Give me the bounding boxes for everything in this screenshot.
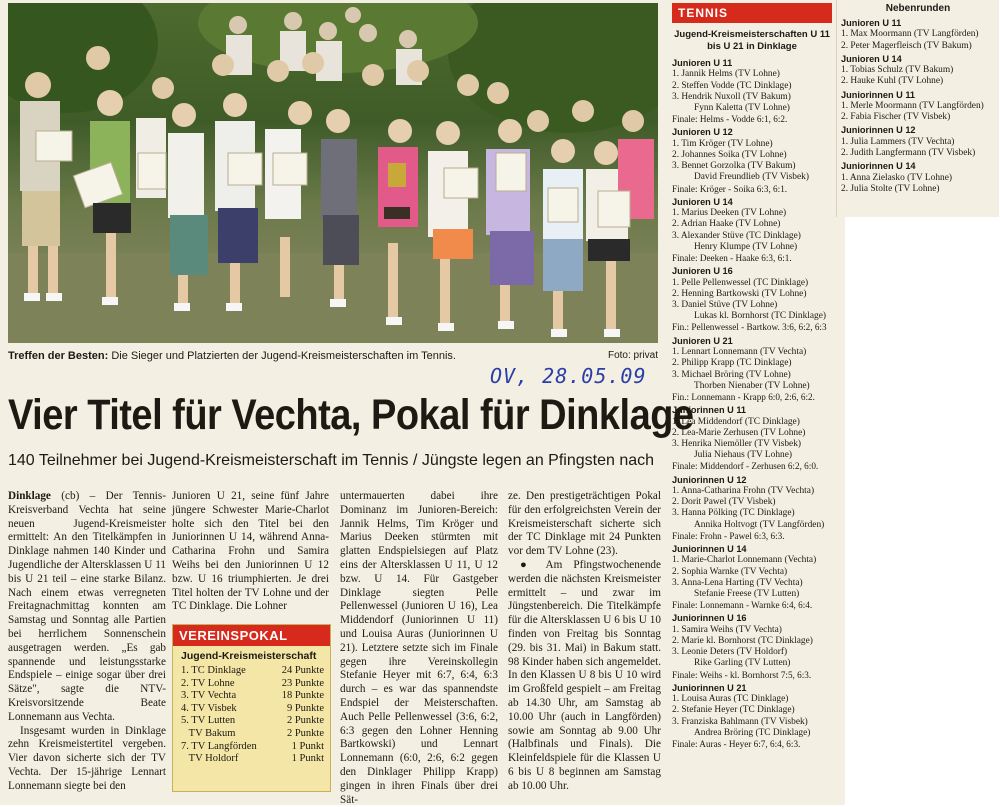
result-entry: 1. Tim Kröger (TV Lohne) (672, 138, 773, 149)
category-heading: Junioren U 14 (672, 196, 733, 207)
nebenrunden-category: Junioren U 14 (841, 53, 902, 64)
result-entry: 3. Michael Bröring (TV Lohne) (672, 369, 791, 380)
vereinspokal-row (173, 728, 330, 741)
result-entry: Stefanie Freese (TV Lutten) (694, 588, 800, 599)
result-entry: Thorben Nienaber (TV Lohne) (694, 380, 810, 391)
result-entry: 1. Jannik Helms (TV Lohne) (672, 69, 780, 80)
vereinspokal-row (173, 715, 330, 728)
vereinspokal-row (173, 665, 330, 678)
dateline: Dinklage (8, 490, 51, 502)
nebenrunden-category: Juniorinnen U 11 (841, 89, 916, 100)
vereinspokal-title: VEREINSPOKAL (173, 625, 330, 646)
final-result: Finale: Kröger - Soika 6:3, 6:1. (672, 183, 788, 194)
vereinspokal-points: 24 Punkte (281, 665, 324, 676)
result-entry: 2. Lea-Marie Zerhusen (TV Lohne) (672, 427, 806, 438)
result-entry: Julia Niehaus (TV Lohne) (694, 450, 792, 461)
column-1-text: (cb) – Der Tennis-Kreisverband Vechta hat seine neuen Jugend-Kreismeister ermittelt: An den Titelkämpfen in Dinklage nahmen 140 Kinder und Jugendliche der Altersklassen U 11 bis U 21 teil – eine starke Bilanz. Nach einem etwas verregneten Freitagnachmittag konnten am Samstag und Sonntag alle Partien bei herrlichem Sonnenschein ausgetragen werden. „Es gab spannende und leistungsstarke Endspiele – einige sogar über drei Sätze", sagte die NTV-Kreisvorsitzende Beate Lonnemann aus Vechta. (8, 490, 166, 723)
final-result: Finale: Lonnemann - Warnke 6:4, 6:4. (672, 600, 813, 611)
result-entry: 3. Henrika Niemöller (TV Visbek) (672, 438, 802, 449)
vereinspokal-points: 18 Punkte (281, 690, 324, 702)
caption-text: Die Sieger und Platzierten der Jugend-Kreismeisterschaften im Tennis. (111, 350, 456, 362)
vereinspokal-club: TV Bakum (181, 727, 236, 739)
results-list (672, 58, 832, 750)
vereinspokal-points: 1 Punkt (291, 753, 324, 765)
nebenrunden-entry: 2. Peter Magerfleisch (TV Bakum) (841, 40, 972, 51)
result-entry: 3. Leonie Deters (TV Holdorf) (672, 647, 788, 658)
result-entry: 1. Marius Deeken (TV Lohne) (672, 208, 787, 219)
article-column-1 (8, 490, 166, 794)
caption-bold: Treffen der Besten: (8, 350, 109, 362)
result-entry: Rike Garling (TV Lutten) (694, 658, 791, 669)
article-column-4 (508, 490, 661, 794)
tennis-header: TENNIS (672, 3, 832, 23)
final-result: Finale: Frohn - Pawel 6:3, 6:3. (672, 530, 785, 541)
result-entry: 1. Marie-Charlot Lonnemann (Vechta) (672, 555, 817, 566)
column-4-text: ze. Den prestigeträchtigen Pokal für den erfolgreichsten Verein der Kreismeisterschaft sicherte sich der TC Dinklage mit 24 Punkten vor dem TV Lohne (23). (508, 490, 661, 558)
article-column-2 (172, 490, 329, 614)
nebenrunden-entry: 2. Julia Stolte (TV Lohne) (841, 183, 940, 194)
result-entry: 1. Lea Middendorf (TC Dinklage) (672, 416, 800, 427)
vereinspokal-points: 9 Punkte (286, 702, 324, 714)
column-1-paragraph-2: Insgesamt wurden in Dinklage zehn Kreismeistertitel vergeben. Vier davon sicherte sich der TV Vechta. Der 15-jährige Lennart Lonnemann siegte bei den (8, 724, 166, 792)
result-entry: Henry Klumpe (TV Lohne) (694, 241, 798, 252)
nebenrunden-list (837, 18, 999, 195)
headline: Vier Titel für Vechta, Pokal für Dinklage (8, 392, 694, 440)
category-heading: Juniorinnen U 16 (672, 613, 747, 624)
vereinspokal-table (173, 665, 330, 766)
vereinspokal-subtitle: Jugend-Kreismeisterschaft (181, 650, 317, 662)
vereinspokal-points: 2 Punkte (286, 727, 324, 739)
article-column-3 (340, 490, 498, 807)
result-entry: 1. Lennart Lonnemann (TV Vechta) (672, 347, 807, 358)
final-result: Finale: Deeken - Haake 6:3, 6:1. (672, 253, 792, 264)
result-entry: 2. Dorit Pawel (TV Visbek) (672, 497, 776, 508)
group-photo-illustration (8, 3, 658, 343)
vereinspokal-row (173, 690, 330, 703)
result-entry: Lukas kl. Bornhorst (TC Dinklage) (694, 311, 827, 322)
vereinspokal-club: 3. TV Vechta (181, 690, 237, 702)
result-entry: 3. Hanna Pölking (TC Dinklage) (672, 508, 795, 519)
category-heading: Junioren U 11 (672, 58, 733, 68)
vereinspokal-points: 2 Punkte (286, 715, 324, 727)
vereinspokal-points: 23 Punkte (281, 677, 324, 689)
final-result: Finale: Helms - Vodde 6:1, 6:2. (672, 114, 788, 125)
nebenrunden-entry: 1. Julia Lammers (TV Vechta) (841, 136, 955, 147)
result-entry: 2. Marie kl. Bornhorst (TC Dinklage) (672, 635, 813, 646)
nebenrunden-entry: 1. Anna Zielasko (TV Lohne) (841, 172, 952, 183)
vereinspokal-row (173, 753, 330, 766)
result-entry: 1. Samira Weihs (TV Vechta) (672, 624, 782, 635)
result-entry: 1. Anna-Catharina Frohn (TV Vechta) (672, 485, 815, 496)
photo-credit: Foto: privat (607, 350, 658, 361)
column-3-text: untermauerten dabei ihre Dominanz im Junioren-Bereich: Jannik Helms, Tim Kröger und Marius Deeken stürmten mit glatten Endspielsiegen auf Platz eins der Altersklassen U 11, U 12 bzw. U 14. Für Gastgeber Dinklage siegten Pelle Pellenwessel (Junioren U 16), Lea Middendorf (Juniorinnen U 11) und Louisa Auras (Juniorinnen U 21). Letztere setzte sich im Finale gegen ihre Vereinskollegin Stefanie Heyer mit 6:7, 6:4, 6:3 durch – es war das spannendste Endspiel der Meisterschaften. Auch Pelle Pellenwessel (3:6, 6:2, 6:3 gegen den Lohner Henning Bartkowski) und Lennart Lonnemann (6:0, 2:6, 6:2 gegen den Dinklager Philipp Krapp) gingen in ihren Finals über drei Sät- (340, 490, 498, 806)
result-entry: 1. Pelle Pellenwessel (TC Dinklage) (672, 277, 809, 288)
vereinspokal-club: 2. TV Lohne (181, 677, 235, 689)
result-entry: 2. Henning Bartkowski (TV Lohne) (672, 288, 807, 299)
result-entry: 3. Daniel Stüve (TV Lohne) (672, 300, 778, 311)
result-entry: 1. Louisa Auras (TC Dinklage) (672, 694, 789, 705)
group-photo (8, 3, 658, 343)
result-entry: David Freundlieb (TV Visbek) (694, 172, 809, 183)
result-entry: 3. Anna-Lena Harting (TV Vechta) (672, 577, 803, 588)
category-heading: Juniorinnen U 11 (672, 405, 747, 416)
final-result: Finale: Weihs - kl. Bornhorst 7:5, 6:3. (672, 669, 812, 680)
nebenrunden-box (836, 0, 999, 217)
column-2-text: Junioren U 21, seine fünf Jahre jüngere Schwester Marie-Charlot holte sich den Titel bei den Juniorinnen U 14, während Anna-Catharina Frohn und Samira Weihs bei den Juniorinnen U 12 bzw. U 16 triumphierten. Je drei Titel holten der TV Lohne und der TC Dinklage. Die Lohner (172, 490, 329, 613)
category-heading: Junioren U 12 (672, 127, 733, 138)
nebenrunden-category: Juniorinnen U 14 (841, 161, 916, 172)
vereinspokal-points: 1 Punkt (291, 740, 324, 752)
vereinspokal-box (172, 624, 331, 792)
vereinspokal-club: 1. TC Dinklage (181, 665, 246, 676)
nebenrunden-entry: 2. Judith Langfermann (TV Visbek) (841, 148, 976, 159)
category-heading: Juniorinnen U 12 (672, 474, 747, 485)
category-heading: Junioren U 21 (672, 335, 733, 346)
result-entry: 2. Stefanie Heyer (TC Dinklage) (672, 705, 795, 716)
result-entry: 2. Philipp Krapp (TC Dinklage) (672, 358, 792, 369)
result-entry: 3. Bennet Gorzolka (TV Bakum) (672, 161, 796, 172)
nebenrunden-entry: 1. Merle Moormann (TV Langförden) (841, 101, 984, 112)
column-4-paragraph-2: ● Am Pfingstwochenende werden die nächsten Kreismeister ermittelt – und zwar im Jüngstenbereich. Die Titelkämpfe für die Altersklassen U 6 bis U 10 finden von Freitag bis Sonntag (29. bis 31. Mai) in Bakum statt. 98 Kinder haben sich angemeldet. In den Klassen U 8 bis U 10 wird im Großfeld gespielt – am Freitag ab 14.30 Uhr, am Samstag ab 10.00 Uhr (auch in Langförden) sowie am Sonntag ab 9.00 Uhr (Halbfinals und Finals). Die Kleinfeldspiele für die Klassen U 6 bis U 8 beginnen am Samstag ab 10.00 Uhr. (508, 558, 661, 792)
result-entry: Fynn Kaletta (TV Lohne) (694, 103, 790, 114)
handwritten-date: OV, 28.05.09 (490, 364, 647, 388)
category-heading: Juniorinnen U 14 (672, 543, 747, 554)
category-heading: Juniorinnen U 21 (672, 682, 747, 693)
results-sidebar (672, 3, 832, 803)
vereinspokal-row (173, 678, 330, 691)
result-entry: 2. Steffen Vodde (TC Dinklage) (672, 80, 792, 91)
nebenrunden-entry: 2. Hauke Kuhl (TV Lohne) (841, 76, 944, 87)
nebenrunden-entry: 1. Tobias Schulz (TV Bakum) (841, 65, 954, 76)
final-result: Fin.: Pellenwessel - Bartkow. 3:6, 6:2, 6:3 (672, 322, 827, 333)
final-result: Finale: Auras - Heyer 6:7, 6:4, 6:3. (672, 739, 801, 750)
result-entry: Annika Holtvogt (TV Langförden) (694, 519, 825, 530)
vereinspokal-club: TV Holdorf (181, 753, 239, 765)
result-entry: 2. Johannes Soika (TV Lohne) (672, 150, 787, 161)
result-entry: 3. Franziska Bahlmann (TV Visbek) (672, 716, 808, 727)
vereinspokal-club: 7. TV Langförden (181, 740, 257, 752)
result-entry: 3. Hendrik Nuxoll (TV Bakum) (672, 91, 791, 102)
result-entry: 2. Adrian Haake (TV Lohne) (672, 219, 781, 230)
vereinspokal-row (173, 741, 330, 754)
nebenrunden-title: Nebenrunden (885, 3, 951, 14)
vereinspokal-row (173, 703, 330, 716)
results-title: Jugend-Kreismeisterschaften U 11 bis U 21 in Dinklage (674, 29, 830, 52)
category-heading: Junioren U 16 (672, 266, 733, 277)
result-entry: Andrea Bröring (TC Dinklage) (694, 727, 811, 738)
final-result: Finale: Middendorf - Zerhusen 6:2, 6:0. (672, 461, 819, 472)
result-entry: 2. Sophia Warnke (TV Vechta) (672, 566, 788, 577)
vereinspokal-club: 5. TV Lutten (181, 715, 236, 727)
photo-caption (8, 347, 658, 365)
subheadline: 140 Teilnehmer bei Jugend-Kreismeisterschaft im Tennis / Jüngste legen an Pfingsten nach (8, 452, 655, 469)
vereinspokal-club: 4. TV Visbek (181, 702, 237, 714)
nebenrunden-entry: 1. Max Moormann (TV Langförden) (841, 29, 979, 40)
nebenrunden-entry: 2. Fabia Fischer (TV Visbek) (841, 112, 951, 123)
result-entry: 3. Alexander Stüve (TC Dinklage) (672, 230, 801, 241)
final-result: Fin.: Lonnemann - Krapp 6:0, 2:6, 6:2. (672, 391, 815, 402)
nebenrunden-category: Junioren U 11 (841, 18, 902, 28)
nebenrunden-category: Juniorinnen U 12 (841, 125, 916, 136)
